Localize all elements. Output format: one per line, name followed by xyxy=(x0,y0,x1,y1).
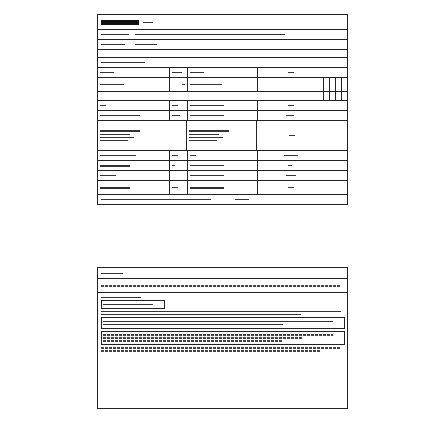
grid-cell-checks xyxy=(258,92,347,100)
grid-cell-checks xyxy=(258,78,347,91)
form-block-1 xyxy=(97,121,348,151)
form-grid-row-8 xyxy=(97,171,348,181)
notes-paragraph-2 xyxy=(98,347,347,352)
total-value-line xyxy=(235,199,249,200)
form-title-block xyxy=(101,20,139,25)
form-document xyxy=(97,14,348,205)
form-grid-row-9 xyxy=(97,181,348,195)
row-1-value xyxy=(135,44,157,45)
grid-cell xyxy=(98,171,170,180)
grid-cell xyxy=(170,161,188,170)
section-title-line xyxy=(101,62,145,63)
subtitle-line-1 xyxy=(101,34,129,35)
grid-cell xyxy=(98,161,170,170)
row-1-label xyxy=(101,44,125,45)
form-grid-row-1 xyxy=(97,68,348,78)
notes-subbox-3 xyxy=(101,331,345,345)
form-blank-row xyxy=(97,50,348,58)
grid-cell xyxy=(188,78,258,91)
check-columns xyxy=(258,78,347,91)
block-right xyxy=(257,121,347,150)
form-header xyxy=(97,14,348,30)
notes-banner-row xyxy=(97,279,348,293)
block-left xyxy=(98,121,187,150)
form-title-line xyxy=(143,22,153,23)
grid-cell xyxy=(170,151,188,160)
grid-cell xyxy=(188,181,258,194)
grid-cell xyxy=(258,181,347,194)
total-label-line xyxy=(101,199,211,200)
subtitle-line-2 xyxy=(135,34,285,35)
grid-cell xyxy=(98,151,170,160)
grid-cell xyxy=(170,171,188,180)
grid-cell xyxy=(98,68,170,77)
grid-cell xyxy=(258,68,347,77)
grid-cell xyxy=(188,68,258,77)
grid-cell xyxy=(188,161,258,170)
form-grid-row-3 xyxy=(97,92,348,101)
grid-cell xyxy=(258,111,347,120)
form-grid-row-7 xyxy=(97,161,348,171)
grid-cell xyxy=(170,181,188,194)
grid-cell xyxy=(170,78,188,91)
notes-paragraph-1 xyxy=(98,311,347,315)
grid-cell xyxy=(98,181,170,194)
form-grid-row-4 xyxy=(97,101,348,111)
notes-line-group xyxy=(98,297,347,298)
form-section-title-row xyxy=(97,58,348,68)
grid-cell xyxy=(188,101,258,110)
grid-cell xyxy=(170,101,188,110)
notes-body xyxy=(97,293,348,409)
notes-subbox-1 xyxy=(101,300,165,309)
grid-cell xyxy=(170,68,188,77)
grid-cell xyxy=(258,171,347,180)
form-grid-row-6 xyxy=(97,151,348,161)
grid-cell xyxy=(170,111,188,120)
form-total-row xyxy=(97,195,348,205)
form-grid-row-5 xyxy=(97,111,348,121)
form-row-1 xyxy=(97,40,348,50)
block-middle xyxy=(187,121,257,150)
grid-cell xyxy=(258,101,347,110)
grid-cell xyxy=(188,151,258,160)
grid-cell xyxy=(258,161,347,170)
check-col xyxy=(341,78,347,91)
notes-subbox-2 xyxy=(101,317,345,329)
grid-cell xyxy=(188,111,258,120)
form-grid-row-2 xyxy=(97,78,348,92)
grid-cell xyxy=(98,101,170,110)
grid-cell xyxy=(98,78,170,91)
notes-header xyxy=(97,267,348,279)
grid-cell xyxy=(188,171,258,180)
notes-section xyxy=(97,267,348,409)
grid-cell xyxy=(98,111,170,120)
grid-cell xyxy=(98,92,258,100)
form-subtitle-row xyxy=(97,30,348,40)
grid-cell xyxy=(258,151,347,160)
